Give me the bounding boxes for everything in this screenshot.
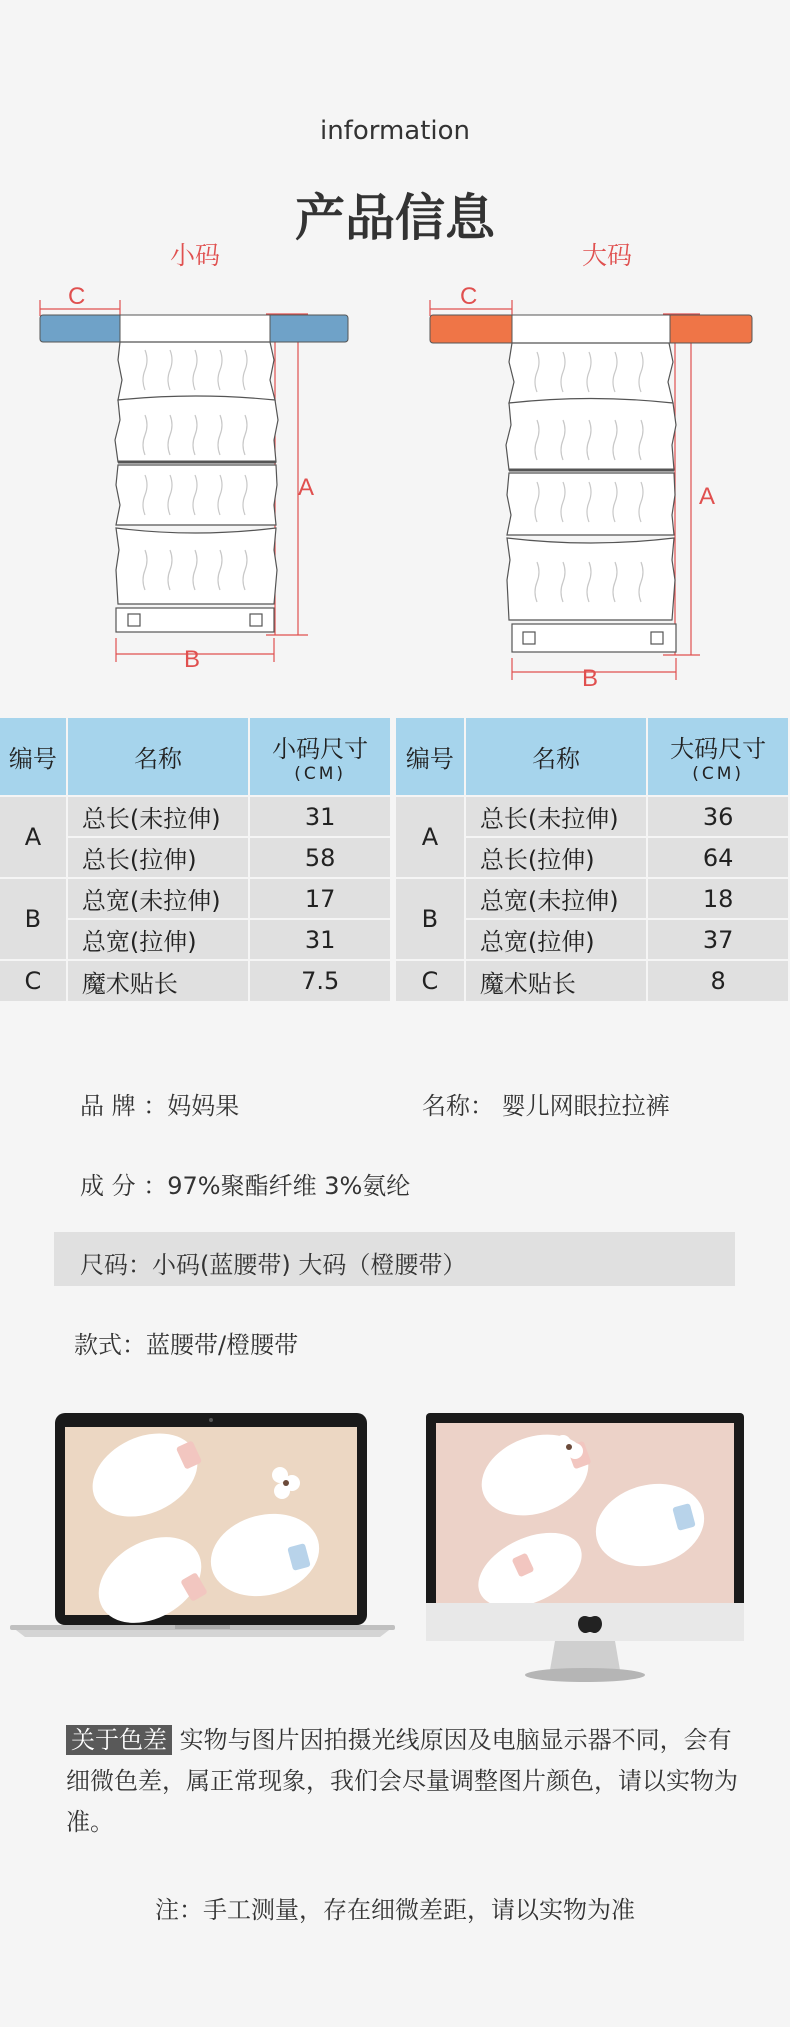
table-row: 总宽(拉伸) 37	[396, 919, 789, 960]
note-tag: 关于色差	[66, 1725, 172, 1755]
mark-b: B	[184, 646, 201, 673]
table-row: B 总宽(未拉伸) 17	[0, 878, 391, 919]
laptop-image	[10, 1405, 395, 1645]
large-size-table	[396, 718, 790, 1001]
desktop-monitor-image	[420, 1405, 750, 1690]
table-row: 总长(拉伸) 58	[0, 837, 391, 878]
table-row: 总长(拉伸) 64	[396, 837, 789, 878]
size-info: 尺码：小码(蓝腰带) 大码（橙腰带）	[80, 1251, 467, 1279]
large-size-label: 大码	[582, 241, 633, 270]
header-code: 编号	[396, 718, 465, 796]
mark-c: C	[460, 283, 478, 310]
small-size-label: 小码	[170, 241, 221, 270]
section-title: 产品信息	[295, 189, 495, 247]
color-difference-note	[66, 1720, 746, 1843]
table-row: C 魔术贴长 7.5	[0, 960, 391, 1001]
table-row: B 总宽(未拉伸) 18	[396, 878, 789, 919]
mark-a: A	[699, 483, 716, 510]
header-name: 名称	[67, 718, 249, 796]
apple-logo-icon	[578, 1616, 602, 1633]
header-code: 编号	[0, 718, 67, 796]
measurement-note: 注：手工测量，存在细微差距，请以实物为准	[155, 1896, 635, 1924]
header-size: 大码尺寸 (CM)	[647, 718, 789, 796]
note-text: 实物与图片因拍摄光线原因及电脑显示器不同，会有细微色差，属正常现象，我们会尽量调整图片颜色，请以实物为准。	[66, 1726, 738, 1836]
table-row: A 总长(未拉伸) 36	[396, 796, 789, 837]
mark-c: C	[68, 283, 86, 310]
table-row: 总宽(拉伸) 31	[0, 919, 391, 960]
table-row: C 魔术贴长 8	[396, 960, 789, 1001]
brand-info: 品 牌 ：妈妈果	[80, 1092, 240, 1120]
header-name: 名称	[465, 718, 647, 796]
table-row: A 总长(未拉伸) 31	[0, 796, 391, 837]
section-subtitle: information	[319, 116, 471, 146]
style-info: 款式：蓝腰带/橙腰带	[74, 1331, 299, 1359]
product-name-info: 名称： 婴儿网眼拉拉裤	[422, 1092, 670, 1120]
small-size-table	[0, 718, 392, 1001]
material-info: 成 分 ：97%聚酯纤维 3%氨纶	[80, 1172, 411, 1200]
header-size: 小码尺寸 (CM)	[249, 718, 391, 796]
large-size-diagram	[395, 270, 790, 695]
mark-a: A	[298, 474, 315, 501]
small-size-diagram	[0, 270, 395, 680]
mark-b: B	[582, 665, 599, 692]
